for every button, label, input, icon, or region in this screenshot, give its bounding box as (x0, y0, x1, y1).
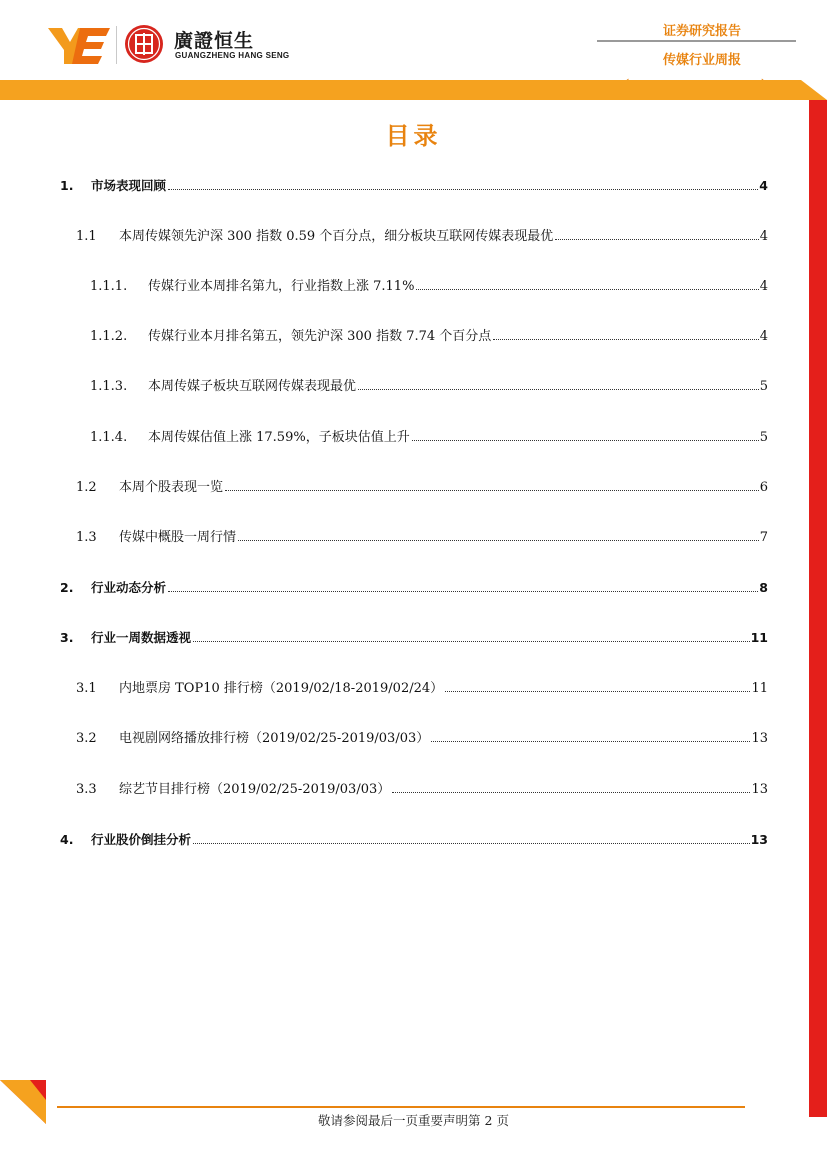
brand-name-cn: 廣證恒生 (174, 30, 255, 52)
side-red-bar (809, 100, 827, 1117)
toc-entry-number: 1.1 (76, 229, 97, 244)
toc-entry-label: 电视剧网络播放排行榜（2019/02/25-2019/03/03） (119, 731, 430, 746)
toc-entry-page: 11 (751, 681, 768, 696)
toc-entry[interactable] (76, 529, 768, 547)
toc-entry-number: 1.1.4. (90, 430, 128, 445)
toc-entry[interactable] (76, 730, 768, 748)
toc-entry-page: 13 (751, 731, 768, 746)
toc-leader (431, 741, 750, 742)
header-orange-band (0, 80, 827, 100)
toc-entry-label: 本周个股表现一览 (119, 480, 224, 495)
toc-entry-number: 1.1.3. (90, 379, 128, 394)
toc-entry-label: 行业一周数据透视 (91, 630, 192, 645)
toc-entry-number: 1. (60, 178, 74, 193)
toc-leader (193, 641, 750, 642)
toc-entry[interactable] (90, 328, 768, 346)
toc-entry[interactable] (60, 831, 768, 849)
toc-entry[interactable] (60, 579, 768, 597)
toc-entry[interactable] (76, 781, 768, 799)
logo-divider (116, 26, 117, 64)
toc-entry[interactable] (76, 479, 768, 497)
toc-entry-label: 综艺节目排行榜（2019/02/25-2019/03/03） (119, 782, 391, 797)
brand-name-en: GUANGZHENG HANG SENG (175, 51, 290, 60)
toc-leader (416, 289, 758, 290)
company-seal-icon (124, 24, 164, 64)
company-logo-icon (48, 26, 110, 66)
toc-entry-number: 3.3 (76, 782, 97, 797)
toc-leader (238, 540, 759, 541)
toc-entry-label: 本周传媒估值上涨 17.59%，子板块估值上升 (148, 430, 410, 445)
toc-entry[interactable] (90, 429, 768, 447)
header-rule (597, 40, 796, 42)
toc-entry-label: 传媒中概股一周行情 (119, 530, 237, 545)
toc-leader (225, 490, 759, 491)
toc-entry-number: 3.2 (76, 731, 97, 746)
toc-leader (193, 843, 750, 844)
toc-leader (168, 591, 758, 592)
toc-entry-number: 3.1 (76, 681, 97, 696)
toc-leader (493, 339, 758, 340)
toc-entry-page: 13 (750, 832, 768, 847)
toc-entry[interactable] (60, 629, 768, 647)
toc-entry-page: 6 (759, 480, 768, 495)
report-type: 证券研究报告 (662, 24, 741, 39)
toc-leader (555, 239, 758, 240)
toc-entry-number: 1.3 (76, 530, 97, 545)
toc-entry[interactable] (76, 680, 768, 698)
toc-entry-page: 4 (759, 329, 768, 344)
toc-entry-page: 11 (750, 630, 768, 645)
toc-entry-label: 内地票房 TOP10 排行榜（2019/02/18-2019/02/24） (119, 681, 444, 696)
toc-entry-page: 4 (759, 178, 768, 193)
toc-entry-label: 传媒行业本周排名第九，行业指数上涨 7.11% (148, 279, 415, 294)
footer-disclaimer: 敬请参阅最后一页重要声明第 2 页 (318, 1113, 509, 1128)
toc-entry-label: 行业动态分析 (91, 580, 167, 595)
toc-entry-page: 4 (759, 279, 768, 294)
toc-entry-number: 3. (60, 630, 74, 645)
toc-entry-page: 5 (759, 430, 768, 445)
toc-entry-number: 1.1.1. (90, 279, 128, 294)
toc-entry-number: 4. (60, 832, 74, 847)
report-title: 传媒行业周报 (662, 53, 741, 68)
toc-entry-label: 传媒行业本月排名第五，领先沪深 300 指数 7.74 个百分点 (148, 329, 492, 344)
toc-entry[interactable] (76, 228, 768, 246)
footer-rule (57, 1106, 745, 1108)
toc-entry-page: 7 (759, 530, 768, 545)
toc-entry-page: 8 (759, 580, 768, 595)
toc-entry-label: 行业股价倒挂分析 (91, 832, 192, 847)
toc-entry-label: 本周传媒子板块互联网传媒表现最优 (148, 379, 357, 394)
toc-leader (168, 189, 758, 190)
toc-leader (445, 691, 750, 692)
toc-leader (392, 792, 750, 793)
toc-entry-label: 本周传媒领先沪深 300 指数 0.59 个百分点，细分板块互联网传媒表现最优 (119, 229, 554, 244)
toc-entry[interactable] (90, 278, 768, 296)
toc-entry-number: 1.1.2. (90, 329, 128, 344)
toc-title: 目录 (385, 122, 442, 150)
toc-entry[interactable] (60, 177, 768, 195)
toc-entry-label: 市场表现回顾 (91, 178, 167, 193)
toc-leader (358, 389, 759, 390)
toc-entry-number: 2. (60, 580, 74, 595)
toc-entry-page: 5 (759, 379, 768, 394)
toc-leader (412, 440, 759, 441)
toc-entry[interactable] (90, 378, 768, 396)
toc-entry-page: 13 (751, 782, 768, 797)
toc-entry-number: 1.2 (76, 480, 97, 495)
toc-entry-page: 4 (759, 229, 768, 244)
